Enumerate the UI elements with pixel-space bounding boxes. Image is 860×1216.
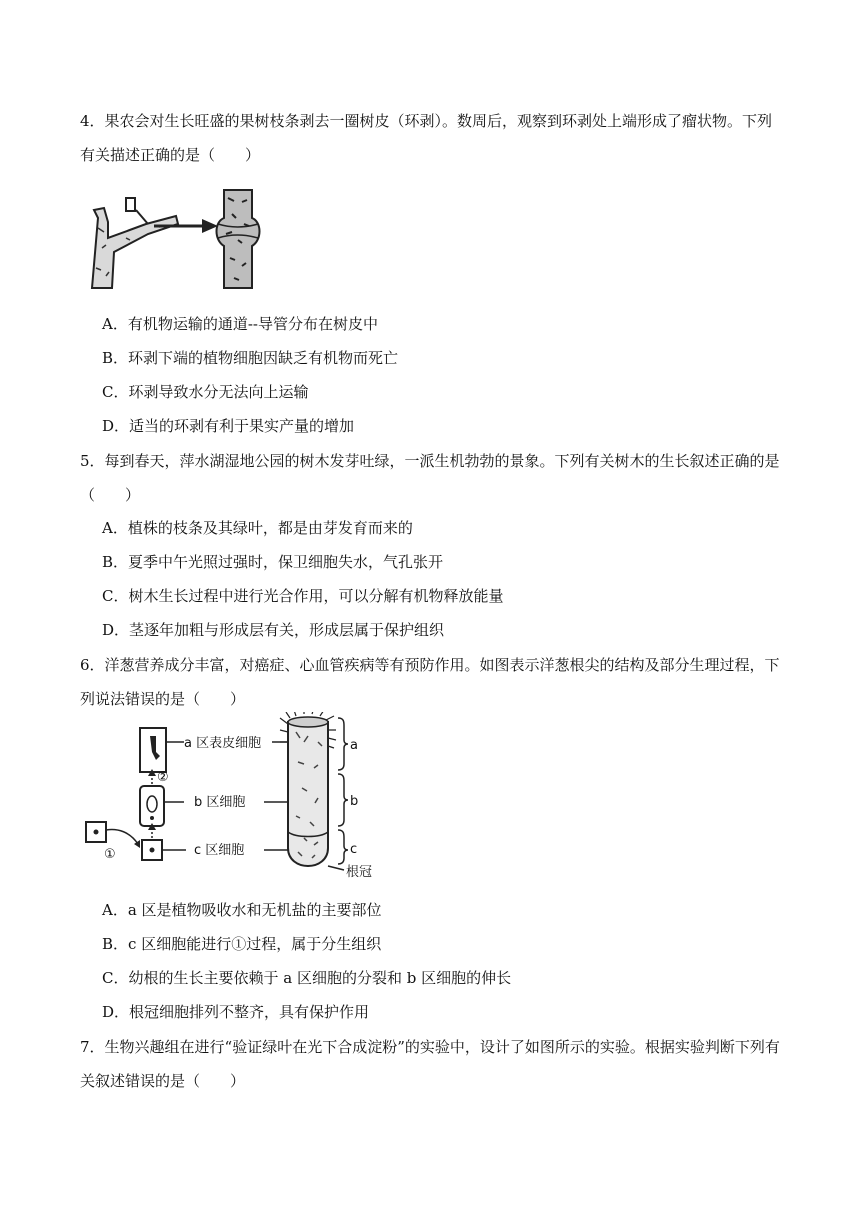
zone-b-label: b <box>350 794 359 809</box>
q6-option-a: A．a 区是植物吸收水和无机盐的主要部位 <box>102 901 382 919</box>
question-5-stem: 5．每到春天，萍水湖湿地公园的树木发芽吐绿，一派生机勃勃的景象。下列有关树木的生长叙述正确的是（ ） <box>80 452 780 504</box>
q5-option-a: A．植株的枝条及其绿叶，都是由芽发育而来的 <box>102 519 413 537</box>
q6-option-c: C．幼根的生长主要依赖于 a 区细胞的分裂和 b 区细胞的伸长 <box>102 969 512 987</box>
question-4-stem: 4．果农会对生长旺盛的果树枝条剥去一圈树皮（环剥）。数周后，观察到环剥处上端形成了瘤状物。下列有关描述正确的是（ ） <box>80 112 773 164</box>
b-zone-cell-label: b 区细胞 <box>194 795 246 810</box>
zone-c-label: c <box>350 842 358 857</box>
q4-option-d: D．适当的环剥有利于果实产量的增加 <box>102 417 355 435</box>
girdling-figure <box>86 188 286 290</box>
a-zone-cell-label: a 区表皮细胞 <box>184 736 262 751</box>
question-6-stem: 6．洋葱营养成分丰富，对癌症、心血管疾病等有预防作用。如图表示洋葱根尖的结构及部分生理过程，下列说法错误的是（ ） <box>80 656 780 708</box>
q5-option-c: C．树木生长过程中进行光合作用，可以分解有机物释放能量 <box>102 587 504 605</box>
q4-option-c: C．环剥导致水分无法向上运输 <box>102 383 309 401</box>
q6-option-b: B．c 区细胞能进行①过程，属于分生组织 <box>102 935 382 953</box>
question-7-stem: 7．生物兴趣组在进行“验证绿叶在光下合成淀粉”的实验中，设计了如图所示的实验。根据实验判断下列有关叙述错误的是（ ） <box>80 1038 780 1090</box>
root-cap-label: 根冠 <box>346 865 373 880</box>
root-tip-figure <box>82 712 382 882</box>
q6-option-d: D．根冠细胞排列不整齐，具有保护作用 <box>102 1003 370 1021</box>
q5-option-d: D．茎逐年加粗与形成层有关，形成层属于保护组织 <box>102 621 445 639</box>
step-2-label: ② <box>157 770 169 785</box>
c-zone-cell-label: c 区细胞 <box>194 843 245 858</box>
q5-option-b: B．夏季中午光照过强时，保卫细胞失水，气孔张开 <box>102 553 444 571</box>
zone-a-label: a <box>350 738 358 753</box>
root-tip <box>288 722 328 866</box>
q4-option-b: B．环剥下端的植物细胞因缺乏有机物而死亡 <box>102 349 399 367</box>
q4-option-a: A．有机物运输的通道--导管分布在树皮中 <box>102 315 378 333</box>
step-1-label: ① <box>104 847 116 862</box>
